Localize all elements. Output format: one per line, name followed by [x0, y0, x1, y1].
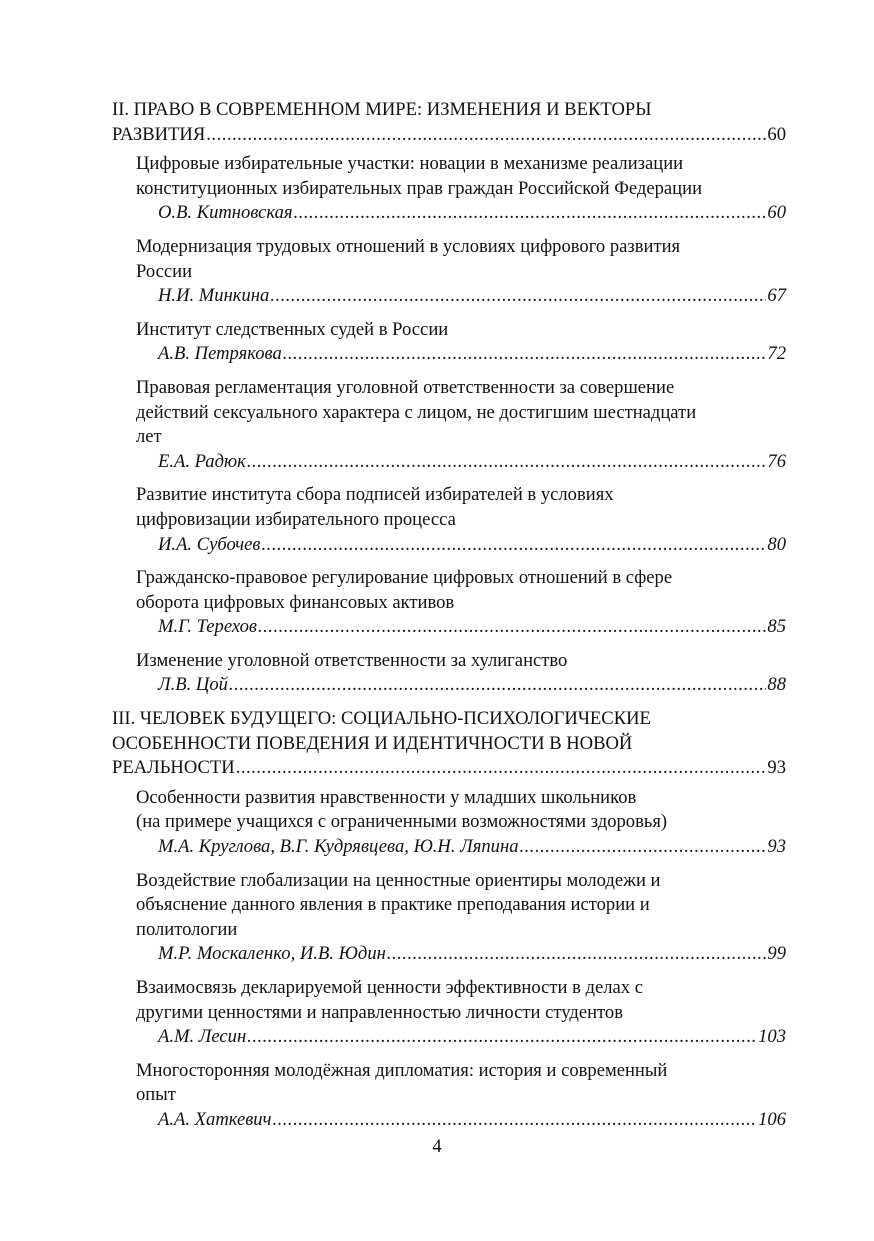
- entry-title-line: цифровизации избирательного процесса: [136, 508, 456, 530]
- toc-section-2: [112, 98, 786, 147]
- entry-title-line: Взаимосвязь декларируемой ценности эффективности в делах с: [136, 977, 643, 998]
- entry-author-line: [158, 342, 786, 367]
- section-title-last-line: [112, 756, 786, 781]
- dot-leader: [520, 835, 767, 860]
- toc-section-3: [112, 707, 786, 781]
- entry-title-line: Изменение уголовной ответственности за хулиганство: [136, 649, 568, 671]
- toc-entry: [136, 786, 786, 860]
- entry-title-line: (на примере учащихся с ограниченными возможностями здоровья): [136, 811, 668, 833]
- toc-entry: [136, 235, 786, 309]
- entry-author-line: [158, 284, 786, 309]
- dot-leader: [294, 201, 767, 226]
- section-title-line: ОСОБЕННОСТИ ПОВЕДЕНИЯ И ИДЕНТИЧНОСТИ В НОВОЙ: [112, 732, 633, 754]
- entry-title-line: Развитие института сбора подписей избирателей в условиях: [136, 484, 614, 506]
- entry-title-line: Многосторонняя молодёжная дипломатия: история и современный: [136, 1059, 668, 1081]
- entry-author-line: [158, 942, 786, 967]
- entry-page-number: 76: [767, 450, 786, 472]
- dot-leader: [247, 1025, 757, 1050]
- entry-title-line: опыт: [136, 1084, 176, 1106]
- dot-leader: [283, 342, 767, 367]
- toc-entry: [136, 152, 786, 226]
- entry-authors: Н.И. Минкина: [158, 285, 270, 307]
- section-title-tail: РЕАЛЬНОСТИ: [112, 757, 235, 779]
- entry-title-line: объяснение данного явления в практике преподавания истории и: [136, 894, 650, 916]
- entry-title-line: Особенности развития нравственности у младших школьников: [136, 786, 637, 808]
- entry-title-line: действий сексуального характера с лицом, не достигшим шестнадцати: [136, 401, 697, 423]
- entry-author-line: [158, 201, 786, 226]
- entry-title-line: Модернизация трудовых отношений в условиях цифрового развития: [136, 235, 681, 257]
- section-page-number: 93: [767, 757, 786, 779]
- dot-leader: [387, 942, 767, 967]
- page-number: 4: [432, 1136, 442, 1157]
- entry-title-line: политологии: [136, 918, 238, 940]
- entry-author-line: [158, 450, 786, 475]
- dot-leader: [247, 450, 767, 475]
- dot-leader: [236, 756, 767, 781]
- section-title-line: III. ЧЕЛОВЕК БУДУЩЕГО: СОЦИАЛЬНО-ПСИХОЛОГИЧЕСКИЕ: [112, 708, 651, 730]
- entry-page-number: 103: [758, 1026, 786, 1048]
- toc-entry: [136, 483, 786, 557]
- toc-entry: [136, 566, 786, 640]
- entry-page-number: 106: [758, 1108, 786, 1130]
- entry-title-line: Цифровые избирательные участки: новации в механизме реализации: [136, 153, 684, 175]
- entry-authors: М.Р. Москаленко, И.В. Юдин: [158, 943, 386, 965]
- entry-author-line: [158, 673, 786, 698]
- section-title-line: II. ПРАВО В СОВРЕМЕННОМ МИРЕ: ИЗМЕНЕНИЯ И ВЕКТОРЫ: [112, 99, 652, 120]
- table-of-contents: [112, 98, 786, 1142]
- entry-authors: Л.В. Цой: [158, 674, 228, 696]
- toc-entry: [136, 376, 786, 474]
- entry-authors: И.А. Субочев: [158, 533, 261, 555]
- entry-authors: О.В. Китновская: [158, 202, 293, 224]
- entry-authors: А.В. Петрякова: [158, 343, 282, 365]
- entry-title-line: конституционных избирательных прав граждан Российской Федерации: [136, 177, 703, 199]
- entry-authors: А.А. Хаткевич: [158, 1108, 272, 1130]
- toc-entry: [136, 869, 786, 967]
- dot-leader: [229, 673, 766, 698]
- toc-entry: [136, 976, 786, 1050]
- section-title-last-line: [112, 123, 786, 148]
- dot-leader: [272, 1108, 757, 1133]
- dot-leader: [206, 123, 766, 148]
- entry-title-line: лет: [136, 426, 162, 448]
- dot-leader: [258, 615, 766, 640]
- entry-author-line: [158, 1108, 786, 1133]
- entry-author-line: [158, 533, 786, 558]
- entry-title-line: оборота цифровых финансовых активов: [136, 591, 455, 613]
- dot-leader: [262, 533, 767, 558]
- entry-page-number: 67: [767, 285, 786, 307]
- entry-page-number: 85: [767, 616, 786, 638]
- entry-author-line: [158, 615, 786, 640]
- entry-authors: А.М. Лесин: [158, 1026, 247, 1048]
- entry-page-number: 80: [767, 533, 786, 555]
- entry-title-line: Гражданско-правовое регулирование цифровых отношений в сфере: [136, 567, 673, 589]
- entry-authors: М.А. Круглова, В.Г. Кудрявцева, Ю.Н. Ляпина: [158, 836, 519, 858]
- entry-title-line: Институт следственных судей в России: [136, 318, 449, 340]
- toc-entry: [136, 1059, 786, 1133]
- entry-page-number: 60: [767, 202, 786, 224]
- entry-page-number: 93: [767, 836, 786, 858]
- entry-title-line: Правовая регламентация уголовной ответственности за совершение: [136, 376, 675, 398]
- entry-title-line: Воздействие глобализации на ценностные ориентиры молодежи и: [136, 869, 661, 891]
- entry-page-number: 99: [767, 943, 786, 965]
- entry-title-line: другими ценностями и направленностью личности студентов: [136, 1001, 623, 1023]
- entry-author-line: [158, 835, 786, 860]
- section-page-number: 60: [767, 123, 786, 145]
- entry-authors: М.Г. Терехов: [158, 616, 257, 638]
- entry-author-line: [158, 1025, 786, 1050]
- toc-entry: [136, 318, 786, 367]
- entry-authors: Е.А. Радюк: [158, 450, 246, 472]
- entry-page-number: 88: [767, 674, 786, 696]
- entry-page-number: 72: [767, 343, 786, 365]
- entry-title-line: России: [136, 260, 193, 282]
- dot-leader: [270, 284, 766, 309]
- section-title-tail: РАЗВИТИЯ: [112, 123, 206, 145]
- toc-entry: [136, 649, 786, 698]
